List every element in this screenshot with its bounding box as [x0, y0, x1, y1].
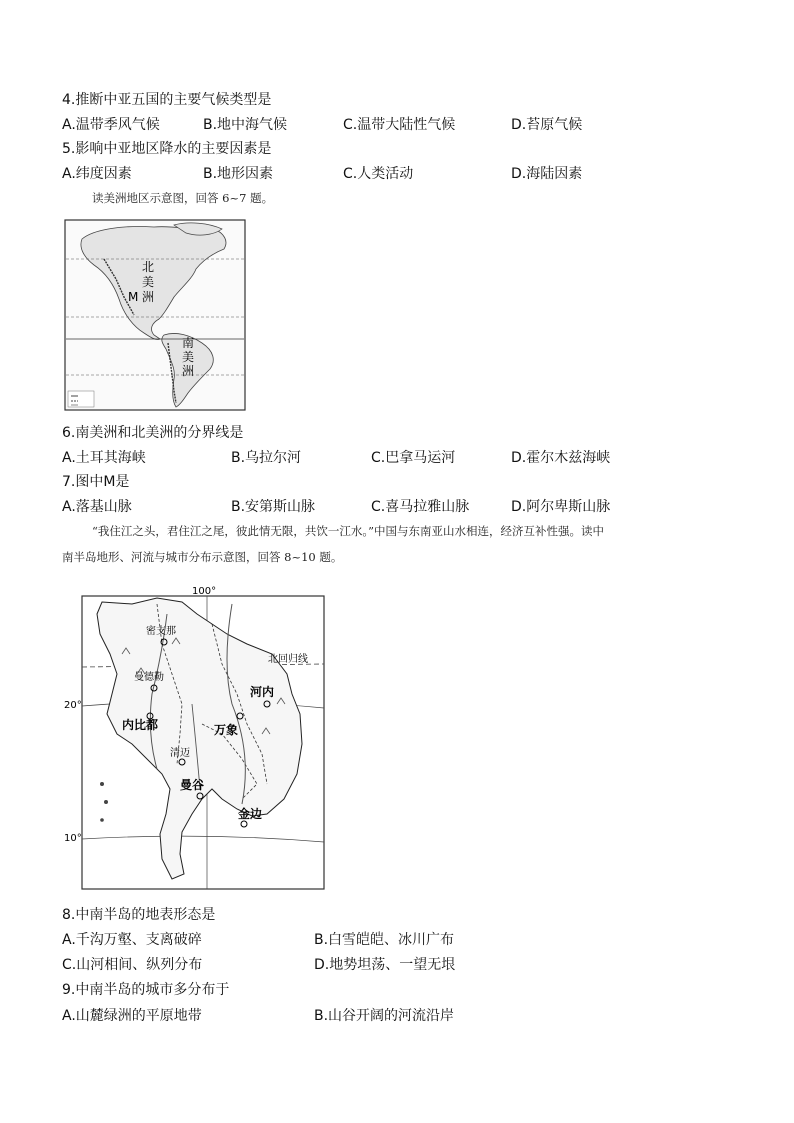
question-7-option-d[interactable]: D.阿尔卑斯山脉: [511, 499, 611, 515]
question-7-stem: 7.图中M是: [62, 474, 130, 490]
island-3: [100, 818, 104, 822]
question-8-stem: 8.中南半岛的地表形态是: [62, 907, 216, 923]
label-naypyidaw: 内比都: [122, 718, 159, 732]
question-7-option-b[interactable]: B.安第斯山脉: [231, 499, 316, 515]
label-north-2: 美: [142, 275, 155, 289]
question-8-option-b[interactable]: B.白雪皑皑、冰川广布: [314, 932, 455, 948]
label-lon-100: 100°: [192, 586, 217, 597]
label-lat-20: 20°: [64, 700, 82, 711]
label-mandalay: 曼德勒: [134, 672, 164, 683]
island-1: [100, 782, 104, 786]
question-5-option-c[interactable]: C.人类活动: [343, 166, 414, 182]
question-8-option-c[interactable]: C.山河相间、纵列分布: [62, 957, 203, 973]
map-legend: [68, 391, 94, 407]
label-north-1: 北: [142, 260, 155, 274]
label-lat-10: 10°: [64, 833, 82, 844]
label-myitkyina: 密支那: [146, 626, 176, 637]
question-5-stem: 5.影响中亚地区降水的主要因素是: [62, 141, 272, 157]
question-8-option-d[interactable]: D.地势坦荡、一望无垠: [314, 957, 456, 973]
label-south-3: 洲: [182, 364, 195, 378]
question-4-option-c[interactable]: C.温带大陆性气候: [343, 117, 456, 133]
question-7-option-a[interactable]: A.落基山脉: [62, 499, 132, 515]
question-6-stem: 6.南美洲和北美洲的分界线是: [62, 425, 244, 441]
label-phnom-penh: 金边: [238, 807, 263, 821]
intro-6-7: 读美洲地区示意图，回答 6~7 题。: [92, 191, 274, 205]
label-chiang-mai: 清迈: [170, 748, 190, 759]
intro-8-10-line-1: “我住江之头，君住江之尾，彼此情无限，共饮一江水。”中国与东南亚山水相连，经济互补性强。读中: [92, 524, 605, 538]
label-bangkok: 曼谷: [180, 778, 205, 792]
indochina-map-svg: [62, 584, 326, 891]
label-south-2: 美: [182, 350, 195, 364]
island-2: [104, 800, 108, 804]
label-hanoi: 河内: [250, 685, 275, 699]
question-7-option-c[interactable]: C.喜马拉雅山脉: [371, 499, 470, 515]
question-4-option-d[interactable]: D.苔原气候: [511, 117, 583, 133]
label-tropic-of-cancer: 北回归线: [268, 654, 308, 665]
question-4-stem: 4.推断中亚五国的主要气候类型是: [62, 92, 272, 108]
question-6-option-d[interactable]: D.霍尔木兹海峡: [511, 450, 611, 466]
question-9-stem: 9.中南半岛的城市多分布于: [62, 982, 230, 998]
question-5-option-a[interactable]: A.纬度因素: [62, 166, 132, 182]
americas-map-svg: [64, 219, 246, 411]
question-5-option-d[interactable]: D.海陆因素: [511, 166, 583, 182]
label-south-1: 南: [182, 336, 195, 350]
question-4-option-a[interactable]: A.温带季风气候: [62, 117, 160, 133]
label-m: M: [128, 290, 139, 304]
question-6-option-a[interactable]: A.土耳其海峡: [62, 450, 146, 466]
question-6-option-c[interactable]: C.巴拿马运河: [371, 450, 456, 466]
question-6-option-b[interactable]: B.乌拉尔河: [231, 450, 302, 466]
americas-map: [64, 219, 246, 411]
indochina-map: [62, 584, 326, 891]
question-9-option-a[interactable]: A.山麓绿洲的平原地带: [62, 1008, 202, 1024]
question-9-option-b[interactable]: B.山谷开阔的河流沿岸: [314, 1008, 455, 1024]
intro-8-10-line-2: 南半岛地形、河流与城市分布示意图，回答 8~10 题。: [62, 550, 343, 564]
question-5-option-b[interactable]: B.地形因素: [203, 166, 274, 182]
question-4-option-b[interactable]: B.地中海气候: [203, 117, 288, 133]
label-north-3: 洲: [142, 290, 155, 304]
question-8-option-a[interactable]: A.千沟万壑、支离破碎: [62, 932, 202, 948]
label-vientiane: 万象: [214, 723, 239, 737]
